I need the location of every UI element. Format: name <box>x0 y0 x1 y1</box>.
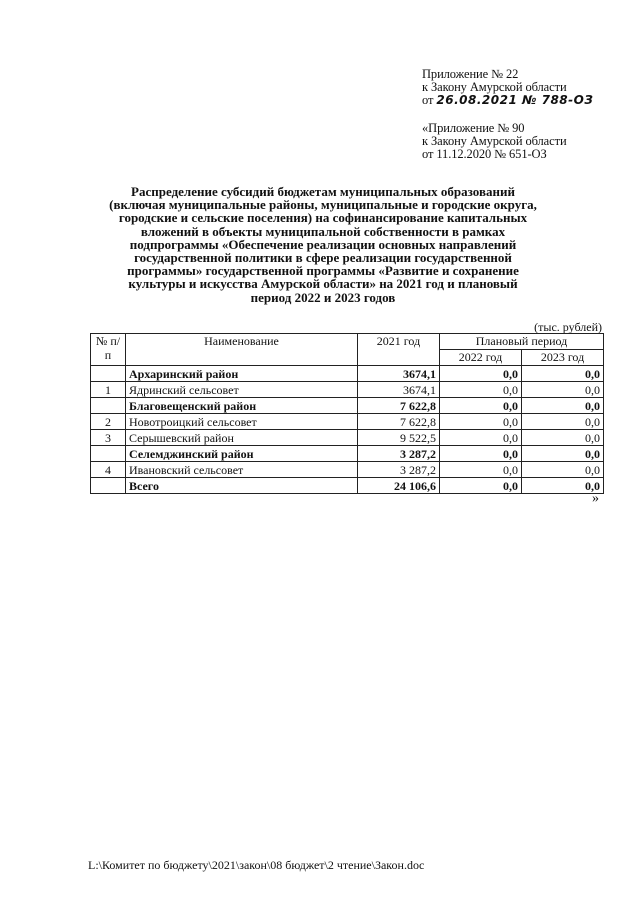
cell-2023: 0,0 <box>522 398 604 414</box>
table-row <box>91 398 604 414</box>
cell-num <box>91 446 126 462</box>
cell-2022: 0,0 <box>440 478 522 494</box>
header-name: Наименование <box>126 334 358 366</box>
old-appendix-date: от 11.12.2020 № 651-ОЗ <box>422 147 547 161</box>
header-2022: 2022 год <box>440 350 522 366</box>
table-total-row <box>91 478 604 494</box>
title-line: вложений в объекты муниципальной собственности в рамках <box>140 223 506 239</box>
appendix-date-line <box>422 94 593 107</box>
cell-name: Всего <box>126 478 358 494</box>
cell-name: Благовещенский район <box>126 398 358 414</box>
cell-2022: 0,0 <box>440 366 522 382</box>
cell-2023: 0,0 <box>522 462 604 478</box>
cell-2021: 3 287,2 <box>358 462 440 478</box>
cell-2022: 0,0 <box>440 398 522 414</box>
table-header-row <box>91 334 604 350</box>
title-line: программы» государственной программы «Развитие и сохранение <box>127 263 519 279</box>
header-num: № п/п <box>91 334 126 366</box>
title-line: (включая муниципальные районы, муниципальные и городские округа, <box>109 197 537 213</box>
cell-2021: 9 522,5 <box>358 430 440 446</box>
header-planned-period: Плановый период <box>440 334 604 350</box>
cell-name: Ивановский сельсовет <box>126 462 358 478</box>
title-line: городские и сельские поселения) на софинансирование капитальных <box>118 210 528 226</box>
cell-name: Селемджинский район <box>126 446 358 462</box>
document-title <box>88 185 558 304</box>
cell-name: Новотроицкий сельсовет <box>126 414 358 430</box>
table-row <box>91 382 604 398</box>
table-row <box>91 462 604 478</box>
cell-num <box>91 398 126 414</box>
header-2021: 2021 год <box>358 334 440 366</box>
cell-2022: 0,0 <box>440 462 522 478</box>
title-line: культуры и искусства Амурской области» на 2021 год и плановый <box>128 276 518 292</box>
appendix-number: Приложение № 22 <box>422 67 519 81</box>
title-line: подпрограммы «Обеспечение реализации основных направлений <box>129 236 517 252</box>
cell-2022: 0,0 <box>440 446 522 462</box>
table-row <box>91 446 604 462</box>
cell-2023: 0,0 <box>522 478 604 494</box>
cell-2023: 0,0 <box>522 366 604 382</box>
subsidy-table <box>90 333 604 494</box>
cell-2022: 0,0 <box>440 414 522 430</box>
appendix-law-ref: к Закону Амурской области <box>422 80 567 94</box>
cell-2021: 3 287,2 <box>358 446 440 462</box>
header-2023: 2023 год <box>522 350 604 366</box>
cell-name: Архаринский район <box>126 366 358 382</box>
title-line: государственной политики в сфере реализации государственной <box>134 250 512 266</box>
old-appendix-number: «Приложение № 90 <box>422 121 525 135</box>
cell-num: 1 <box>91 382 126 398</box>
cell-2023: 0,0 <box>522 446 604 462</box>
title-line: Распределение субсидий бюджетам муниципальных образований <box>131 184 515 199</box>
cell-num <box>91 366 126 382</box>
cell-2023: 0,0 <box>522 382 604 398</box>
appendix-header-old <box>422 122 567 161</box>
cell-2023: 0,0 <box>522 430 604 446</box>
cell-2021: 3674,1 <box>358 382 440 398</box>
cell-num: 4 <box>91 462 126 478</box>
handwritten-date-number: 26.08.2021 № 788-ОЗ <box>436 93 594 107</box>
cell-2021: 3674,1 <box>358 366 440 382</box>
cell-2023: 0,0 <box>522 414 604 430</box>
table-row <box>91 366 604 382</box>
units-note: (тыс. рублей) <box>534 320 602 334</box>
table-body <box>91 366 604 494</box>
cell-name: Ядринский сельсовет <box>126 382 358 398</box>
old-appendix-law-ref: к Закону Амурской области <box>422 134 567 148</box>
cell-2021: 7 622,8 <box>358 398 440 414</box>
table-row <box>91 414 604 430</box>
closing-quote: » <box>592 491 599 506</box>
table-row <box>91 430 604 446</box>
date-prefix: от <box>422 93 434 107</box>
cell-2021: 24 106,6 <box>358 478 440 494</box>
cell-num: 3 <box>91 430 126 446</box>
appendix-header-new <box>422 68 593 107</box>
cell-2021: 7 622,8 <box>358 414 440 430</box>
cell-2022: 0,0 <box>440 430 522 446</box>
cell-num: 2 <box>91 414 126 430</box>
title-line: период 2022 и 2023 годов <box>250 289 396 305</box>
cell-name: Серышевский район <box>126 430 358 446</box>
cell-num <box>91 478 126 494</box>
file-path-footer: L:\Комитет по бюджету\2021\закон\08 бюджет\2 чтение\Закон.doc <box>88 858 425 872</box>
cell-2022: 0,0 <box>440 382 522 398</box>
